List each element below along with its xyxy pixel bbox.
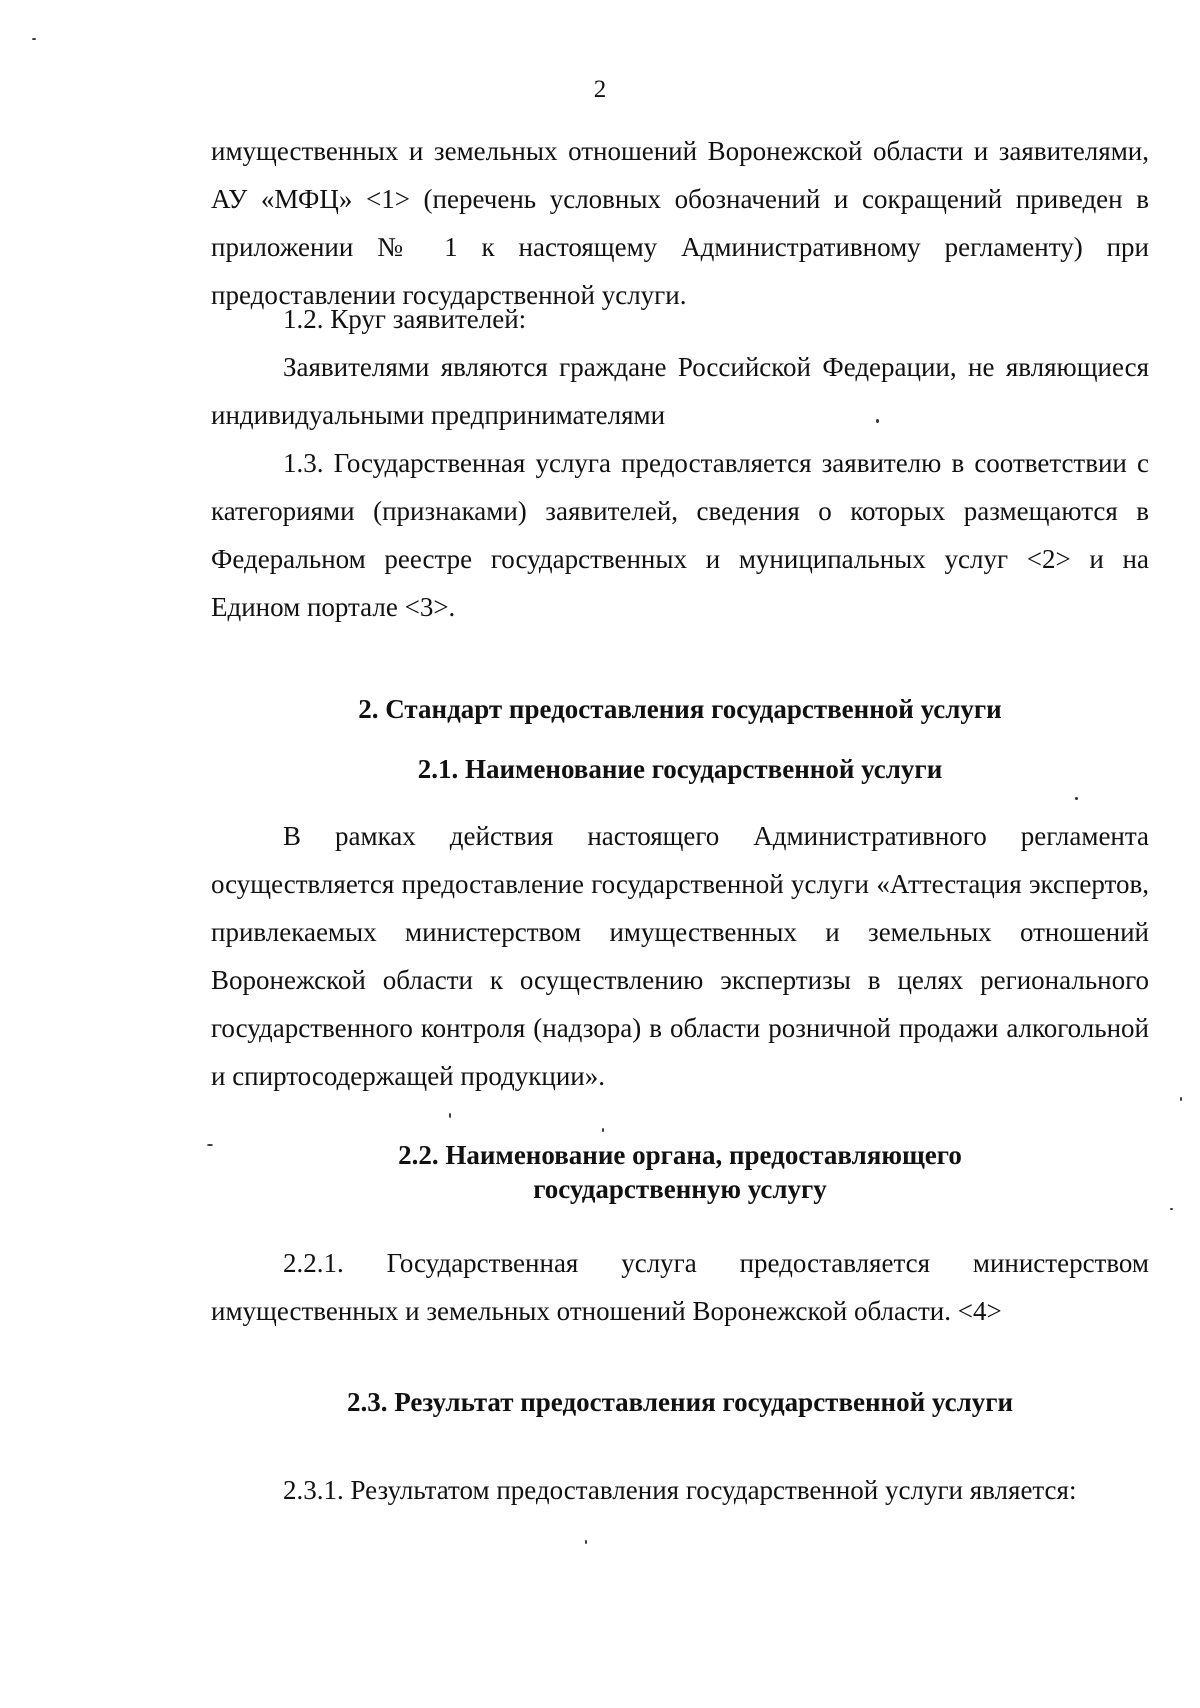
paragraph-2-2-1: 2.2.1. Государственная услуга предоставляется министерством имущественных и земельных отношений Воронежской области. <4> xyxy=(211,1248,1149,1326)
scan-speck xyxy=(876,419,879,423)
section-heading-2-3: 2.3. Результат предоставления государственной услуги xyxy=(346,1387,1014,1417)
section-heading-2-1: 2.1. Наименование государственной услуги xyxy=(417,754,943,784)
scan-speck xyxy=(1075,797,1078,800)
section-heading-2-2-line1: 2.2. Наименование органа, предоставляющего xyxy=(398,1140,962,1170)
scan-speck xyxy=(1170,1208,1173,1210)
scan-speck xyxy=(602,1128,604,1132)
scan-speck xyxy=(1180,1097,1182,1101)
scan-speck xyxy=(207,1144,213,1146)
scan-speck xyxy=(32,38,36,40)
scan-speck xyxy=(449,1113,451,1118)
paragraph-1-2-body: Заявителями являются граждане Российской Федерации, не являющиеся индивидуальными предпринимателями xyxy=(211,352,1149,430)
section-heading-2: 2. Стандарт предоставления государственной услуги xyxy=(358,694,1002,724)
paragraph-1-3: 1.3. Государственная услуга предоставляется заявителю в соответствии с категориями (признаками) заявителей, сведения о которых размещаются в Федеральном реестре государственных и муниципальных услуг <2> и на Едином портале <3>. xyxy=(211,448,1149,622)
paragraph-intro-continuation: имущественных и земельных отношений Воронежской области и заявителями, АУ «МФЦ» <1> (перечень условных обозначений и сокращений приведен в приложении № 1 к настоящему Административному регламенту) при предоставлении государственной услуги. xyxy=(211,136,1149,310)
scan-speck xyxy=(585,1540,587,1544)
paragraph-1-2-title: 1.2. Круг заявителей: xyxy=(283,304,527,334)
paragraph-2-1-body: В рамках действия настоящего Административного регламента осуществляется предоставление государственной услуги «Аттестация экспертов, привлекаемых министерством имущественных и земельных отношений Воронежской области к осуществлению экспертизы в целях регионального государственного контроля (надзора) в области розничной продажи алкогольной и спиртосодержащей продукции». xyxy=(211,821,1149,1091)
section-heading-2-2-line2: государственную услугу xyxy=(533,1174,827,1204)
paragraph-2-3-1: 2.3.1. Результатом предоставления государственной услуги является: xyxy=(283,1475,1077,1505)
page-number: 2 xyxy=(593,76,607,103)
section-heading-2-2 xyxy=(211,1138,1149,1206)
